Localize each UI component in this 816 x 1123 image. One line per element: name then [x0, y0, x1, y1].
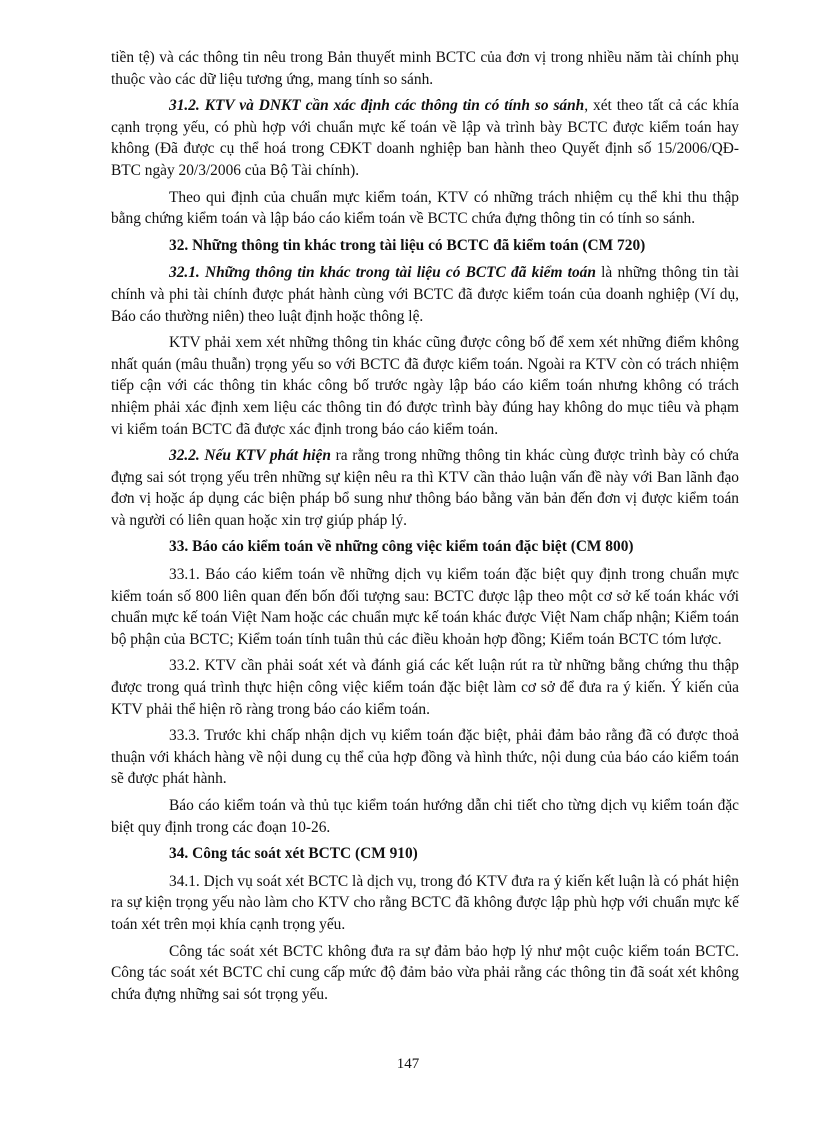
paragraph-32-1-text: là những thông tin tài chính và phi tài chính được phát hành cùng với BCTC đã được kiểm toán của doanh nghiệp (Ví dụ, Báo cáo thường niên) theo luật định hoặc thông lệ. — [111, 264, 739, 325]
paragraph-32-2-text: ra rằng trong những thông tin khác cùng được trình bày có chứa đựng sai sót trọng yếu trên những sự kiện nêu ra thì KTV cần thảo luận vấn đề này với Ban lãnh đạo đơn vị hoặc áp dụng các biện pháp bổ sung như thông báo bằng văn bản đến đơn vị được kiểm toán và người có liên quan hoặc xin trợ giúp pháp lý. — [111, 447, 739, 529]
paragraph-31-2-text: , xét theo tất cả các khía cạnh trọng yếu, có phù hợp với chuẩn mực kế toán về lập và trình bày BCTC được kiểm toán hay không (Đã được cụ thể hoá trong CĐKT doanh nghiệp ban hành theo Quyết định số 15/2006/QĐ-BTC ngày 20/3/2006 của Bộ Tài chính). — [111, 97, 739, 179]
paragraph-comparative-info-end: tiền tệ) và các thông tin nêu trong Bản thuyết minh BCTC của đơn vị trong nhiều năm tài chính phụ thuộc vào các dữ liệu tương ứng, mang tính so sánh. — [111, 49, 739, 88]
paragraph-32-1 — [111, 262, 739, 327]
paragraph-special-audit-report: Báo cáo kiểm toán và thủ tục kiểm toán hướng dẫn chi tiết cho từng dịch vụ kiểm toán đặc biệt quy định trong các đoạn 10-26. — [111, 797, 739, 836]
paragraph-ktv-review-other-info: KTV phải xem xét những thông tin khác cũng được công bố để xem xét những điểm không nhất quán (mâu thuẫn) trọng yếu so với BCTC đã được kiểm toán. Ngoài ra KTV còn có trách nhiệm tiếp cận với các thông tin khác công bố trước ngày lập báo cáo kiểm toán nhưng không có trách nhiệm phải xác định xem liệu các thông tin đó được trình bày đúng hay không do mục tiêu và phạm vi kiểm toán BCTC đã được xác định trong báo cáo kiểm toán. — [111, 334, 739, 438]
paragraph-33-1: 33.1. Báo cáo kiểm toán về những dịch vụ kiểm toán đặc biệt quy định trong chuẩn mực kiểm toán số 800 liên quan đến bốn đối tượng sau: BCTC được lập theo một cơ sở kế toán khác với chuẩn mực kế toán Việt Nam hoặc các chuẩn mực kế toán khác được Việt Nam chấp nhận; Kiểm toán bộ phận của BCTC; Kiểm toán tính tuân thủ các điều khoản hợp đồng; Kiểm toán BCTC tóm lược. — [111, 566, 739, 648]
paragraph-33-2: 33.2. KTV cần phải soát xét và đánh giá các kết luận rút ra từ những bằng chứng thu thập được trong quá trình thực hiện công việc kiểm toán đặc biệt làm cơ sở để đưa ra ý kiến. Ý kiến của KTV phải thể hiện rõ ràng trong báo cáo kiểm toán. — [111, 657, 739, 718]
paragraph-32-2 — [111, 445, 739, 531]
heading-section-33: 33. Báo cáo kiểm toán về những công việc kiểm toán đặc biệt (CM 800) — [169, 538, 634, 556]
heading-section-34: 34. Công tác soát xét BCTC (CM 910) — [169, 845, 418, 863]
paragraph-32-2-lead: 32.2. Nếu KTV phát hiện — [169, 447, 331, 465]
paragraph-review-assurance: Công tác soát xét BCTC không đưa ra sự đảm bảo hợp lý như một cuộc kiểm toán BCTC. Công tác soát xét BCTC chỉ cung cấp mức độ đảm bảo vừa phải rằng các thông tin đã soát xét không chứa đựng những sai sót trọng yếu. — [111, 942, 739, 1003]
heading-section-32: 32. Những thông tin khác trong tài liệu có BCTC đã kiểm toán (CM 720) — [169, 236, 646, 254]
paragraph-ktv-responsibility: Theo qui định của chuẩn mực kiểm toán, KTV có những trách nhiệm cụ thể khi thu thập bằng chứng kiểm toán và lập báo cáo kiểm toán về BCTC chứa đựng thông tin có tính so sánh. — [111, 188, 739, 228]
paragraph-33-3: 33.3. Trước khi chấp nhận dịch vụ kiểm toán đặc biệt, phải đảm bảo rằng đã có được thoả thuận với khách hàng về nội dung cụ thể của hợp đồng và hình thức, nội dung của báo cáo kiểm toán sẽ được phát hành. — [111, 727, 739, 788]
paragraph-32-1-lead: 32.1. Những thông tin khác trong tài liệu có BCTC đã kiểm toán — [169, 264, 596, 282]
paragraph-34-1: 34.1. Dịch vụ soát xét BCTC là dịch vụ, trong đó KTV đưa ra ý kiến kết luận là có phát hiện ra sự kiện trọng yếu nào làm cho KTV cho rằng BCTC đã không được lập phù hợp với chuẩn mực kế toán xét trên mọi khía cạnh trọng yếu. — [111, 872, 739, 933]
paragraph-31-2 — [111, 95, 739, 181]
paragraph-31-2-lead: 31.2. KTV và DNKT cần xác định các thông tin có tính so sánh — [169, 97, 585, 115]
document-page — [111, 47, 739, 1010]
page-number: 147 — [396, 1056, 420, 1072]
